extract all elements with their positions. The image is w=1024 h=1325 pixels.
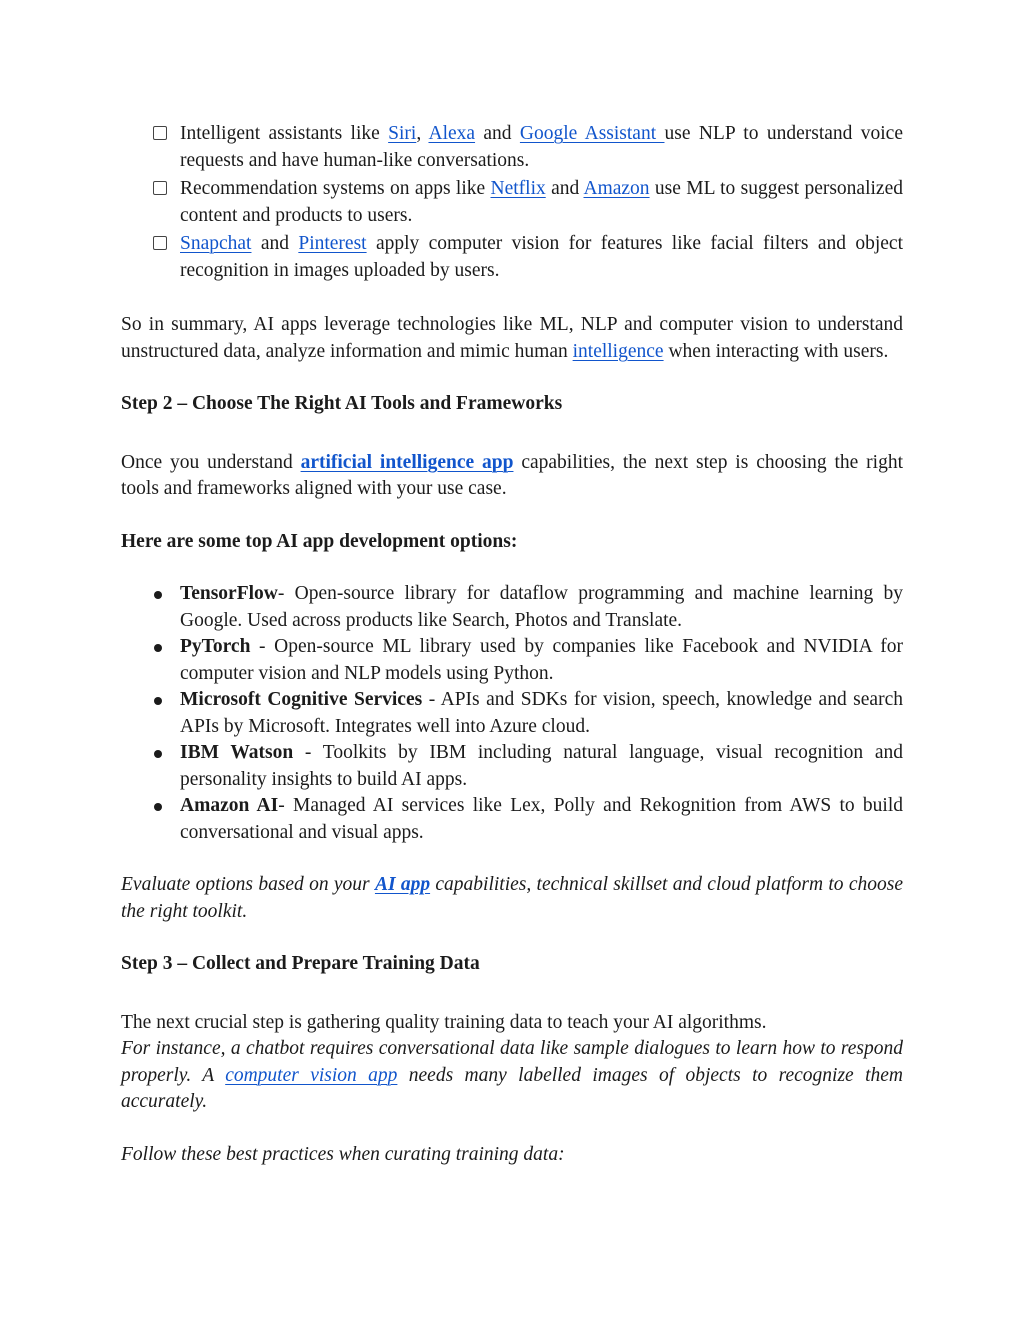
option-item: Microsoft Cognitive Services - APIs and SDKs for vision, speech, knowledge and search APIs by Microsoft. Integrates well into Azure cloud. [153, 687, 903, 740]
checkbox-icon[interactable] [153, 181, 167, 195]
pinterest-link[interactable]: Pinterest [298, 233, 367, 254]
step3-heading: Step 3 – Collect and Prepare Training Data [121, 953, 480, 974]
options-list [153, 581, 903, 846]
checkbox-icon[interactable] [153, 126, 167, 140]
checklist-item: Snapchat and Pinterest apply computer vision for features like facial filters and object recognition in images uploaded by users. [153, 231, 903, 284]
snapchat-link[interactable]: Snapchat [180, 233, 252, 254]
bullet-icon [154, 644, 162, 652]
best-practices-line: Follow these best practices when curating training data: [121, 1143, 565, 1165]
siri-link[interactable]: Siri [388, 123, 417, 144]
checklist-item: Intelligent assistants like Siri, Alexa and Google Assistant use NLP to understand voice requests and have human-like conversations. [153, 121, 903, 174]
ai-app-link[interactable]: AI app [374, 874, 431, 895]
step2-intro: Once you understand artificial intelligence app capabilities, the next step is choosing the right tools and frameworks aligned with your use case. [121, 451, 903, 499]
summary-paragraph: So in summary, AI apps leverage technologies like ML, NLP and computer vision to understand unstructured data, analyze information and mimic human intelligence when interacting with users. [121, 314, 903, 362]
bullet-icon [154, 803, 162, 811]
checklist-item: Recommendation systems on apps like Netflix and Amazon use ML to suggest personalized content and products to users. [153, 176, 903, 229]
netflix-link[interactable]: Netflix [490, 178, 546, 199]
bullet-icon [154, 591, 162, 599]
checkbox-icon[interactable] [153, 236, 167, 250]
option-item: TensorFlow- Open-source library for dataflow programming and machine learning by Google. Used across products like Search, Photos and Translate. [153, 581, 903, 634]
step2-heading: Step 2 – Choose The Right AI Tools and Frameworks [121, 393, 563, 414]
option-item: PyTorch - Open-source ML library used by companies like Facebook and NVIDIA for computer vision and NLP models using Python. [153, 634, 903, 687]
alexa-link[interactable]: Alexa [428, 123, 476, 144]
options-heading: Here are some top AI app development options: [121, 530, 518, 552]
checklist [153, 121, 903, 284]
computer-vision-app-link[interactable]: computer vision app [225, 1064, 398, 1086]
amazon-link[interactable]: Amazon [583, 178, 650, 199]
bullet-icon [154, 750, 162, 758]
option-item: IBM Watson - Toolkits by IBM including natural language, visual recognition and personality insights to build AI apps. [153, 740, 903, 793]
evaluate-paragraph: Evaluate options based on your AI app capabilities, technical skillset and cloud platform to choose the right toolkit. [121, 874, 903, 922]
intelligence-link[interactable]: intelligence [572, 340, 664, 362]
step3-example: For instance, a chatbot requires conversational data like sample dialogues to learn how to respond properly. A computer vision app needs many labelled images of objects to recognize them accurately. [121, 1038, 903, 1112]
document-page [121, 121, 903, 1168]
bullet-icon [154, 697, 162, 705]
option-item: Amazon AI- Managed AI services like Lex, Polly and Rekognition from AWS to build conversational and visual apps. [153, 793, 903, 846]
artificial-intelligence-app-link[interactable]: artificial intelligence app [300, 451, 514, 473]
google-assistant-link[interactable]: Google Assistant [519, 123, 665, 144]
step3-line1: The next crucial step is gathering quality training data to teach your AI algorithms. [121, 1011, 767, 1033]
